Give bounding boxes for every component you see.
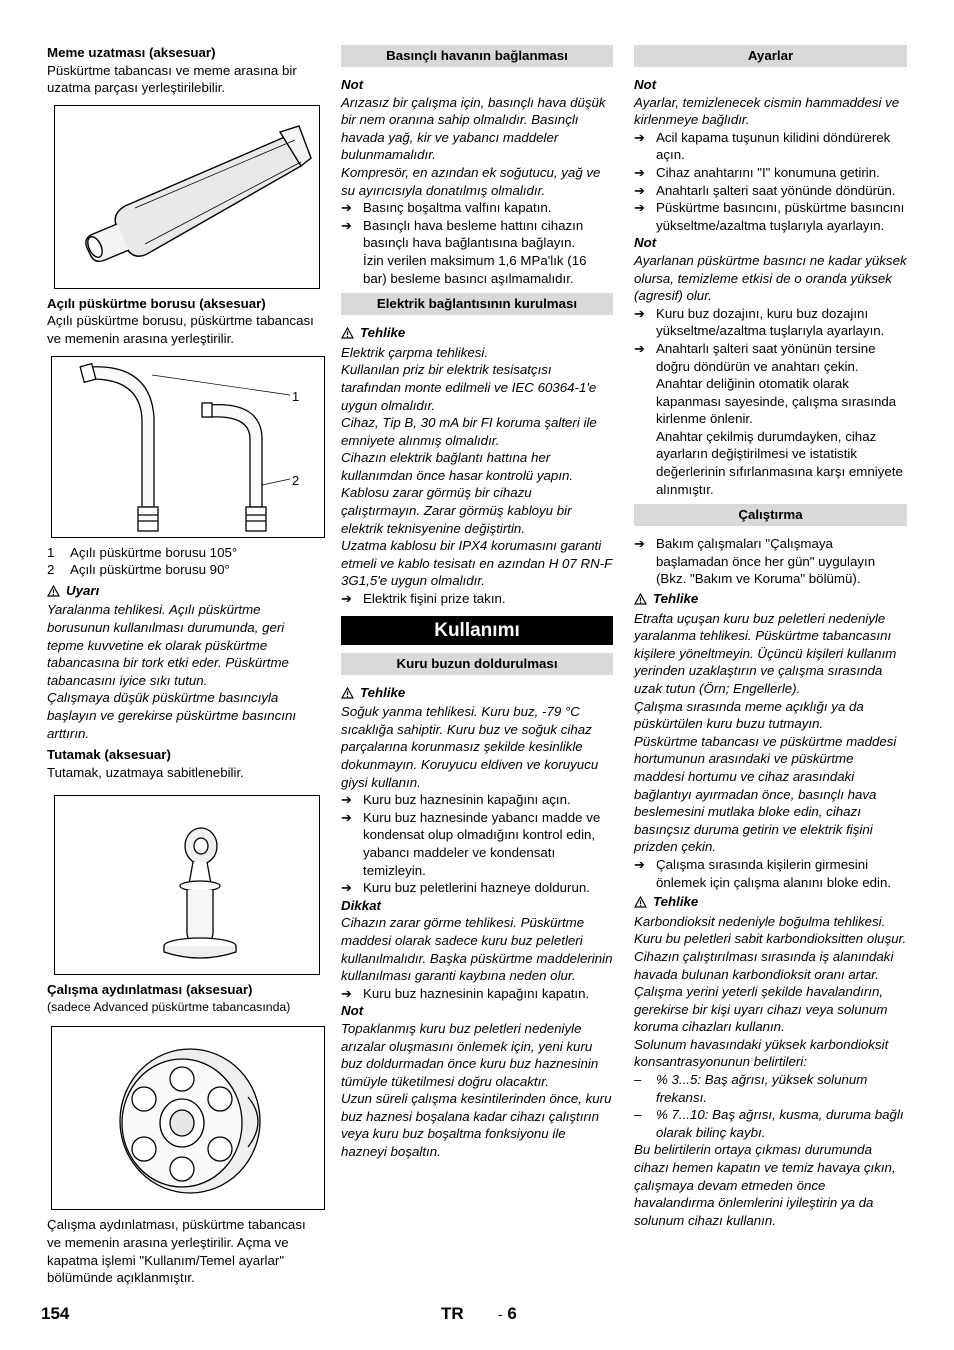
- light-text: Çalışma aydınlatması, püskürtme tabancası ve memenin arasına yerleştirilir. Açma ve kapatma işlemi "Kullanım/Temel ayarlar" bölümünde açıklanmıştır.: [47, 1217, 306, 1286]
- run-danger-2: Çalışma sırasında meme açıklığı ya da püskürtülen kuru buzu tutmayın.: [634, 698, 864, 732]
- extension-title: Meme uzatması (aksesuar): [47, 45, 216, 60]
- language-code: TR: [441, 1304, 464, 1323]
- warning-text: Yaralanma tehlikesi. Açılı püskürtme borusunun kullanılması durumunda, geri tepme kuvvetine ek olarak püskürtme tabancasına bir tork etki eder. Püskürtme tabancasını iyice sıkı tutun.: [47, 602, 289, 688]
- extension-text: Püskürtme tabancası ve meme arasına bir uzatma parçası yerleştirilebilir.: [47, 62, 297, 96]
- electric-danger-5: Uzatma kablosu bir IPX4 korumasını garanti etmeli ve kablo tesisatı en azından H 07 RN-F 3G1,5'e uygun olmalıdır.: [341, 538, 612, 589]
- warning-label: Uyarı: [47, 582, 319, 602]
- legend-item-2: 2 Açılı püskürtme borusu 90°: [47, 562, 230, 578]
- angled-tube-title: Açılı püskürtme borusu (aksesuar): [47, 295, 266, 311]
- arrow-icon: ➔: [634, 305, 645, 321]
- arrow-icon: ➔: [341, 792, 352, 808]
- note-label: Not: [634, 77, 657, 92]
- arrow-icon: ➔: [341, 985, 352, 1001]
- caution-label: Dikkat: [341, 897, 381, 913]
- run-danger-6: Bu belirtilerin ortaya çıkması durumunda cihazı hemen kapatın ve temiz havaya çıkın, çalışmaya devam etmeden önce havalandırma önlemlerini iyileştirin ya da solunum cihazı kullanın.: [634, 1142, 896, 1228]
- settings-note: Ayarlar, temizlenecek cismin hammaddesi ve kirlenmeye bağlıdır.: [634, 94, 900, 128]
- figure-label-1: 1: [292, 388, 300, 404]
- light-figure: [51, 1026, 325, 1210]
- run-danger-5: Solunum havasındaki yüksek karbondioksit konsantrasyonunun belirtileri:: [634, 1036, 889, 1070]
- settings-section-header: Ayarlar: [634, 45, 907, 67]
- run-danger-1: Etrafta uçuşan kuru buz peletleri nedeniyle yaralanma tehlikesi. Püskürtme tabancasını kişilere yöneltmeyin. Üçüncü kişileri kullanım yerinden uzaklaştırın ve çalışma sırasında uzak tutun (Örn; Engellerle).: [634, 610, 897, 696]
- page-number: 154: [41, 1304, 70, 1323]
- handle-figure: [54, 795, 320, 975]
- electric-danger-4: Cihazın elektrik bağlantı hattına her kullanımdan önce hasar kontrolü yapın. Kablosu zarar görmüş bir cihazu çalıştırmayın. Zarar görmüş kabloyu bir elektrik teknisyenine değiştirtin.: [341, 450, 574, 536]
- air-section-header: Basınçlı havanın bağlanması: [341, 45, 613, 67]
- air-step-2: ➔ Basınçlı hava besleme hattını cihazın basınçlı hava bağlantısına bağlayın.: [341, 217, 584, 251]
- air-step-1: ➔ Basınç boşaltma valfını kapatın.: [341, 200, 552, 216]
- electric-danger-1: Elektrik çarpma tehlikesi.: [341, 344, 489, 360]
- fill-step-2: ➔ Kuru buz haznesinde yabancı madde ve kondensat olup olmadığını kontrol edin, yabancı maddeler ve kondensatı temizleyin.: [341, 809, 601, 878]
- settings-step-5: ➔ Kuru buz dozajını, kuru buz dozajını yükseltme/azaltma tuşlarıyla ayarlayın.: [634, 305, 885, 339]
- run-danger-4: Karbondioksit nedeniyle boğulma tehlikesi. Kuru bu peletleri sabit karbondioksitten oluşur. Cihazın çalıştırılması sırasında iş alanındaki havada bulunan karbondioksit oranı artar. Çalışma yerini yeterli şekilde havalandırın, gerekirse bir kişi uyarı cihazı veya solunum koruma cihazları kullanın.: [634, 913, 907, 1035]
- air-note-1: Arızasız bir çalışma için, basınçlı hava düşük bir nem oranına sahip olmalıdır. Basınçlı havada yağ, kir ve yabancı maddeler bulunmamalıdır.: [341, 94, 606, 163]
- note-label: Not: [341, 77, 364, 92]
- arrow-icon: ➔: [341, 200, 352, 216]
- electric-section-header: Elektrik bağlantısının kurulması: [341, 293, 613, 315]
- run-step-1: ➔ Bakım çalışmaları "Çalışmaya başlamadan önce her gün" uygulayın (Bkz. "Bakım ve Koruma" bölümü).: [634, 536, 876, 587]
- symptom-2: – % 7...10: Baş ağrısı, kusma, duruma bağlı olarak bilinç kaybı.: [634, 1107, 904, 1140]
- fill-danger: Soğuk yanma tehlikesi. Kuru buz, -79 °C sıcaklığa sahiptir. Kuru buz ve soğuk cihaz parçalarına korunmasız şekilde kesinlikle dokunmayın. Koruyucu eldiven ve koruyucu giysi kullanın.: [341, 704, 599, 790]
- fill-step-3: ➔ Kuru buz peletlerini hazneye doldurun.: [341, 880, 590, 896]
- electric-step: ➔ Elektrik fişini prize takın.: [341, 591, 506, 607]
- column-1: [47, 44, 319, 1287]
- column-2: [341, 44, 613, 1161]
- electric-danger-2: Kullanılan priz bir elektrik tesisatçısı tarafından monte edilmeli ve IEC 60364-1'e uygun olmalıdır.: [341, 362, 597, 413]
- note-label: Not: [341, 1003, 364, 1019]
- settings-step-4: ➔ Püskürtme basıncını, püskürtme basıncını yükseltme/azaltma tuşlarıyla ayarlayın.: [634, 200, 905, 233]
- handle-title: Tutamak (aksesuar): [47, 747, 171, 763]
- settings-note-2: Ayarlanan püskürtme basıncı ne kadar yüksek olursa, temizleme etkisi de o oranda yüksek (agresif) olur.: [634, 252, 907, 304]
- angled-tube-figure: [51, 356, 325, 538]
- arrow-icon: ➔: [341, 880, 352, 896]
- arrow-icon: ➔: [341, 217, 352, 233]
- air-extra: İzin verilen maksimum 1,6 MPa'lık (16 bar) besleme basıncı aşılmamalıdır.: [363, 252, 587, 286]
- arrow-icon: ➔: [634, 536, 645, 552]
- arrow-icon: ➔: [634, 129, 645, 145]
- danger-label: Tehlike: [341, 324, 613, 344]
- arrow-icon: ➔: [634, 182, 645, 198]
- extension-figure: [54, 105, 320, 289]
- run-section-header: Çalıştırma: [634, 504, 907, 526]
- arrow-icon: ➔: [634, 856, 645, 872]
- fill-section-header: Kuru buzun doldurulması: [341, 653, 613, 675]
- column-3: [634, 44, 907, 1229]
- settings-step-1: ➔ Acil kapama tuşunun kilidini döndürerek açın.: [634, 129, 891, 163]
- warning-text-2: Çalışmaya düşük püskürtme basıncıyla başlayın ve gerekirse püskürtme basıncını arttırın.: [47, 690, 297, 741]
- light-title: Çalışma aydınlatması (aksesuar): [47, 982, 253, 998]
- light-subtitle: (sadece Advanced püskürtme tabancasında): [47, 999, 291, 1014]
- arrow-icon: ➔: [341, 591, 352, 607]
- danger-label: Tehlike: [634, 590, 907, 610]
- settings-extra-1: Anahtar deliğinin otomatik olarak kapanması sayesinde, çalışma sırasında kirlenme önlenir.: [656, 376, 897, 427]
- run-danger-3: Püskürtme tabancası ve püskürtme maddesi hortumunun arasındaki ve püskürtme maddesi hortumu ve cihaz arasındaki bağlantıyı ayırmadan önce, basınçlı hava beslemesini mutlaka bloke edin, cihazı basınçsız duruma getirin ve elektrik fişini prizden çekin.: [634, 733, 897, 855]
- arrow-icon: ➔: [634, 164, 645, 180]
- settings-extra-2: Anahtar çekilmiş durumdayken, cihaz ayarların değiştirilmesi ve istatistik değerlerinin sıfırlanmasına karşı emniyete alınmıştır.: [656, 428, 903, 497]
- warning-icon: [341, 686, 354, 704]
- fill-step-1: ➔ Kuru buz haznesinin kapağını açın.: [341, 792, 571, 808]
- sub-page-number: - 6: [498, 1304, 517, 1323]
- danger-label: Tehlike: [341, 684, 613, 704]
- handle-text: Tutamak, uzatmaya sabitlenebilir.: [47, 764, 244, 780]
- run-step-2: ➔ Çalışma sırasında kişilerin girmesini önlemek için çalışma alanını bloke edin.: [634, 856, 892, 890]
- arrow-icon: ➔: [634, 340, 645, 356]
- settings-step-3: ➔ Anahtarlı şalteri saat yönünde döndürün.: [634, 182, 896, 198]
- settings-step-2: ➔ Cihaz anahtarını "I" konumuna getirin.: [634, 164, 880, 180]
- warning-icon: [47, 584, 60, 602]
- fill-note-1: Topaklanmış kuru buz peletleri nedeniyle arızalar oluşmasını önlemek için, yeni kuru buz doldurmadan önce kuru buz haznesinin tümüyle tüketilmesi doğru olacaktır.: [341, 1020, 599, 1089]
- arrow-icon: ➔: [341, 809, 352, 825]
- figure-label-2: 2: [292, 472, 300, 488]
- symptom-1: – % 3...5: Baş ağrısı, yüksek solunum frekansı.: [634, 1072, 868, 1105]
- settings-step-6: ➔ Anahtarlı şalteri saat yönünün tersine doğru döndürün ve anahtarı çekin.: [634, 340, 876, 374]
- angled-tube-text: Açılı püskürtme borusu, püskürtme tabancası ve memenin arasına yerleştirilir.: [47, 313, 314, 346]
- arrow-icon: ➔: [634, 200, 645, 216]
- air-note-2: Kompresör, en azından ek soğutucu, yağ ve su ayırıcısıyla donatılmış olmalıdır.: [341, 164, 601, 198]
- note-label: Not: [634, 235, 657, 251]
- warning-icon: [341, 326, 354, 344]
- warning-icon: [634, 592, 647, 610]
- warning-icon: [634, 895, 647, 913]
- fill-step-close: ➔ Kuru buz haznesinin kapağını kapatın.: [341, 985, 590, 1001]
- section-title-usage: Kullanımı: [341, 616, 613, 645]
- electric-danger-3: Cihaz, Tip B, 30 mA bir FI koruma şalteri ile emniyete alınmış olmalıdır.: [341, 415, 597, 448]
- fill-caution: Cihazın zarar görme tehlikesi. Püskürtme maddesi olarak sadece kuru buz peletleri kullanılmalıdır. Başka püskürtme maddelerinin kullanılması garanti kaybına neden olur.: [341, 915, 613, 984]
- legend-item-1: 1 Açılı püskürtme borusu 105°: [47, 544, 238, 560]
- fill-note-2: Uzun süreli çalışma kesintilerinden önce, kuru buz haznesi boşalana kadar cihazı çalıştırın veya kuru buz boşaltma fonksiyonu ile hazneyi boşaltın.: [341, 1091, 612, 1160]
- danger-label: Tehlike: [634, 893, 907, 913]
